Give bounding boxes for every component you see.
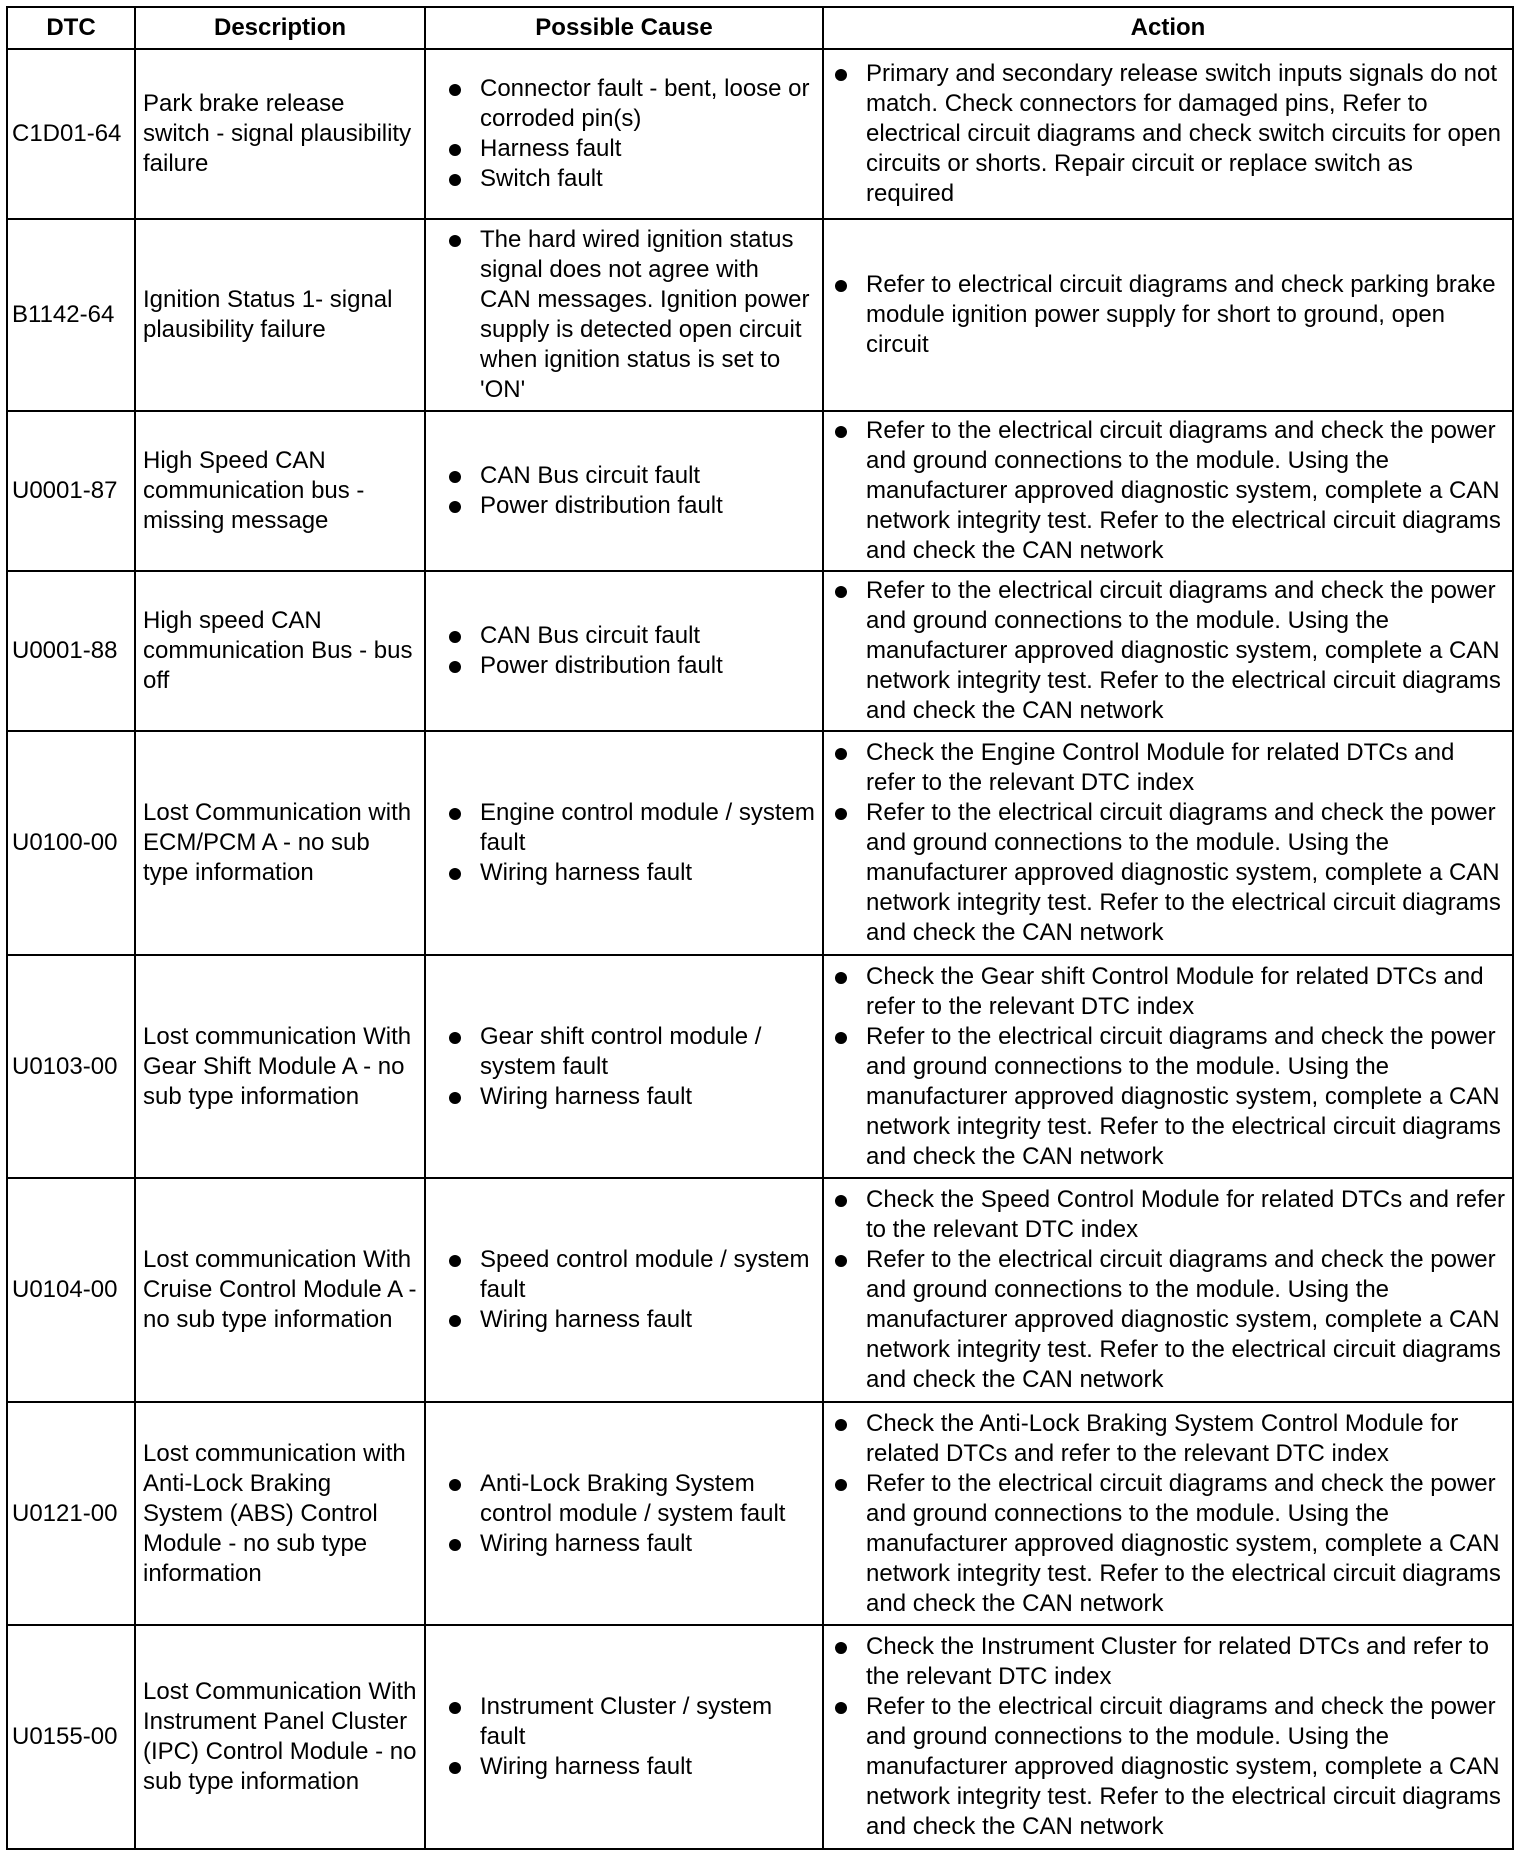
possible-cause-list	[432, 225, 816, 405]
dtc-description: Park brake release switch - signal plausibility failure	[135, 49, 425, 219]
action-item: Check the Gear shift Control Module for related DTCs and refer to the relevant DTC index	[830, 962, 1506, 1022]
dtc-code: U0001-88	[7, 571, 135, 731]
action-cell	[823, 1178, 1513, 1402]
table-row	[7, 1178, 1513, 1402]
possible-cause-cell	[425, 49, 823, 219]
possible-cause-item: Instrument Cluster / system fault	[432, 1692, 816, 1752]
dtc-code: U0103-00	[7, 955, 135, 1179]
dtc-description: Lost communication With Cruise Control Module A - no sub type information	[135, 1178, 425, 1402]
dtc-code: U0100-00	[7, 731, 135, 955]
dtc-description: Ignition Status 1- signal plausibility failure	[135, 219, 425, 411]
table-row	[7, 1625, 1513, 1849]
action-list	[830, 576, 1506, 726]
dtc-code: U0001-87	[7, 411, 135, 571]
possible-cause-list	[432, 798, 816, 888]
possible-cause-cell	[425, 1625, 823, 1849]
possible-cause-cell	[425, 219, 823, 411]
action-cell	[823, 731, 1513, 955]
action-cell	[823, 1402, 1513, 1626]
possible-cause-cell	[425, 1402, 823, 1626]
action-list	[830, 1632, 1506, 1842]
action-list	[830, 738, 1506, 948]
dtc-code: U0155-00	[7, 1625, 135, 1849]
action-item: Refer to the electrical circuit diagrams and check the power and ground connections to the module. Using the manufacturer approved diagnostic system, complete a CAN network integrity test. Refer to the electrical circuit diagrams and check the CAN network	[830, 576, 1506, 726]
table-row	[7, 955, 1513, 1179]
action-list	[830, 59, 1506, 209]
dtc-description: Lost communication With Gear Shift Module A - no sub type information	[135, 955, 425, 1179]
possible-cause-list	[432, 621, 816, 681]
possible-cause-item: Gear shift control module / system fault	[432, 1022, 816, 1082]
possible-cause-item: Connector fault - bent, loose or corroded pin(s)	[432, 74, 816, 134]
dtc-description: Lost communication with Anti-Lock Braking System (ABS) Control Module - no sub type information	[135, 1402, 425, 1626]
possible-cause-item: Power distribution fault	[432, 651, 816, 681]
possible-cause-list	[432, 461, 816, 521]
possible-cause-list	[432, 1245, 816, 1335]
possible-cause-cell	[425, 955, 823, 1179]
possible-cause-item: Engine control module / system fault	[432, 798, 816, 858]
action-list	[830, 1409, 1506, 1619]
possible-cause-item: Speed control module / system fault	[432, 1245, 816, 1305]
possible-cause-item: Switch fault	[432, 164, 816, 194]
action-item: Primary and secondary release switch inputs signals do not match. Check connectors for damaged pins, Refer to electrical circuit diagrams and check switch circuits for open circuits or shorts. Repair circuit or replace switch as required	[830, 59, 1506, 209]
possible-cause-list	[432, 1469, 816, 1559]
possible-cause-list	[432, 1692, 816, 1782]
header-description: Description	[135, 7, 425, 49]
possible-cause-item: Wiring harness fault	[432, 1752, 816, 1782]
action-item: Refer to electrical circuit diagrams and check parking brake module ignition power supply for short to ground, open circuit	[830, 270, 1506, 360]
possible-cause-item: Power distribution fault	[432, 491, 816, 521]
action-item: Refer to the electrical circuit diagrams and check the power and ground connections to the module. Using the manufacturer approved diagnostic system, complete a CAN network integrity test. Refer to the electrical circuit diagrams and check the CAN network	[830, 1245, 1506, 1395]
possible-cause-item: Wiring harness fault	[432, 858, 816, 888]
possible-cause-item: Wiring harness fault	[432, 1082, 816, 1112]
table-row	[7, 1402, 1513, 1626]
dtc-description: High speed CAN communication Bus - bus off	[135, 571, 425, 731]
table-row	[7, 731, 1513, 955]
possible-cause-item: Wiring harness fault	[432, 1529, 816, 1559]
action-list	[830, 270, 1506, 360]
table-row	[7, 219, 1513, 411]
possible-cause-item: Wiring harness fault	[432, 1305, 816, 1335]
header-row	[7, 7, 1513, 49]
action-item: Refer to the electrical circuit diagrams and check the power and ground connections to the module. Using the manufacturer approved diagnostic system, complete a CAN network integrity test. Refer to the electrical circuit diagrams and check the CAN network	[830, 1022, 1506, 1172]
action-cell	[823, 1625, 1513, 1849]
action-cell	[823, 219, 1513, 411]
action-item: Check the Speed Control Module for related DTCs and refer to the relevant DTC index	[830, 1185, 1506, 1245]
dtc-description: Lost Communication With Instrument Panel Cluster (IPC) Control Module - no sub type information	[135, 1625, 425, 1849]
possible-cause-list	[432, 1022, 816, 1112]
possible-cause-cell	[425, 731, 823, 955]
dtc-code: U0121-00	[7, 1402, 135, 1626]
action-item: Check the Instrument Cluster for related DTCs and refer to the relevant DTC index	[830, 1632, 1506, 1692]
possible-cause-cell	[425, 411, 823, 571]
action-cell	[823, 571, 1513, 731]
dtc-code: C1D01-64	[7, 49, 135, 219]
action-item: Check the Engine Control Module for related DTCs and refer to the relevant DTC index	[830, 738, 1506, 798]
action-list	[830, 1185, 1506, 1395]
action-cell	[823, 49, 1513, 219]
dtc-description: Lost Communication with ECM/PCM A - no sub type information	[135, 731, 425, 955]
possible-cause-item: Harness fault	[432, 134, 816, 164]
action-cell	[823, 955, 1513, 1179]
header-dtc: DTC	[7, 7, 135, 49]
dtc-code: B1142-64	[7, 219, 135, 411]
possible-cause-item: The hard wired ignition status signal does not agree with CAN messages. Ignition power supply is detected open circuit when ignition status is set to 'ON'	[432, 225, 816, 405]
action-list	[830, 962, 1506, 1172]
table-row	[7, 571, 1513, 731]
possible-cause-list	[432, 74, 816, 194]
dtc-table	[6, 6, 1514, 1850]
action-item: Check the Anti-Lock Braking System Control Module for related DTCs and refer to the relevant DTC index	[830, 1409, 1506, 1469]
action-list	[830, 416, 1506, 566]
header-possible-cause: Possible Cause	[425, 7, 823, 49]
table-row	[7, 49, 1513, 219]
possible-cause-item: CAN Bus circuit fault	[432, 621, 816, 651]
possible-cause-item: Anti-Lock Braking System control module / system fault	[432, 1469, 816, 1529]
table-body	[7, 49, 1513, 1849]
action-cell	[823, 411, 1513, 571]
action-item: Refer to the electrical circuit diagrams and check the power and ground connections to the module. Using the manufacturer approved diagnostic system, complete a CAN network integrity test. Refer to the electrical circuit diagrams and check the CAN network	[830, 1469, 1506, 1619]
action-item: Refer to the electrical circuit diagrams and check the power and ground connections to the module. Using the manufacturer approved diagnostic system, complete a CAN network integrity test. Refer to the electrical circuit diagrams and check the CAN network	[830, 798, 1506, 948]
possible-cause-item: CAN Bus circuit fault	[432, 461, 816, 491]
possible-cause-cell	[425, 1178, 823, 1402]
action-item: Refer to the electrical circuit diagrams and check the power and ground connections to the module. Using the manufacturer approved diagnostic system, complete a CAN network integrity test. Refer to the electrical circuit diagrams and check the CAN network	[830, 1692, 1506, 1842]
action-item: Refer to the electrical circuit diagrams and check the power and ground connections to the module. Using the manufacturer approved diagnostic system, complete a CAN network integrity test. Refer to the electrical circuit diagrams and check the CAN network	[830, 416, 1506, 566]
possible-cause-cell	[425, 571, 823, 731]
header-action: Action	[823, 7, 1513, 49]
dtc-description: High Speed CAN communication bus - missing message	[135, 411, 425, 571]
dtc-code: U0104-00	[7, 1178, 135, 1402]
table-row	[7, 411, 1513, 571]
